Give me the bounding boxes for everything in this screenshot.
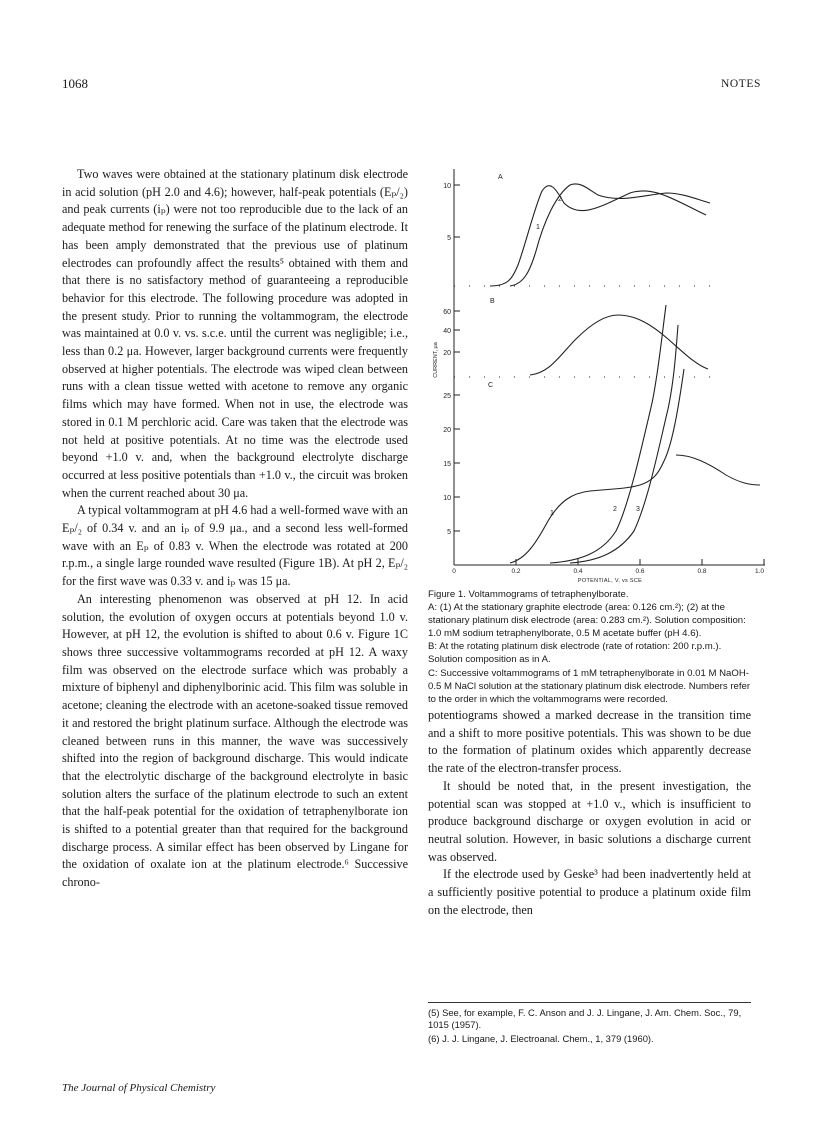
curve-label: 1 xyxy=(550,510,554,517)
footnotes xyxy=(428,1007,753,1046)
y-tick-label: 40 xyxy=(443,328,451,335)
curve-a2 xyxy=(510,184,710,286)
panel-label-a: A xyxy=(498,174,503,181)
y-tick-label: 20 xyxy=(443,350,451,357)
curve-label: 2 xyxy=(558,196,562,203)
x-axis-label: POTENTIAL, V, vs SCE xyxy=(577,578,643,584)
y-tick-label: 10 xyxy=(443,183,451,190)
footnote-rule xyxy=(428,1002,751,1003)
figure-1 xyxy=(430,155,770,585)
y-tick-label: 5 xyxy=(447,235,451,242)
curve-c2 xyxy=(550,305,666,563)
y-tick-label: 60 xyxy=(443,309,451,316)
y-axis-label: CURRENT, μa xyxy=(433,342,439,378)
paragraph: It should be noted that, in the present investigation, the potential scan was stopped at +1.0 v., which is insufficient to produce background discharge or oxygen evolution in acid or neutral solution. However, in basic solutions a discharge current was observed. xyxy=(428,778,751,864)
page-number: 1068 xyxy=(62,76,88,91)
left-column xyxy=(62,166,408,892)
paragraph: potentiograms showed a marked decrease in the transition time and a shift to more positive potentials. This was shown to be due to the formation of platinum oxides which apparently decrease the rate of the electron-transfer process. xyxy=(428,708,751,776)
journal-footer: The Journal of Physical Chemistry xyxy=(62,1082,216,1094)
y-tick-label: 20 xyxy=(443,427,451,434)
paragraph: Two waves were obtained at the stationary platinum disk electrode in acid solution (pH 2.0 and 4.6); however, half-peak potentials (Eₚ/₂) and peak currents (iₚ) were not too reproducible due to the lack of an adequate method for renewing the surface of the platinum electrode. It has been amply demonstrated that the previous use of platinum electrodes can profoundly affect the results⁵ obtained with them and that there is no satisfactory method of guaranteeing a reproducible behavior for this electrode. The following procedure was adopted in the present study. Prior to running the voltammogram, the electrode was maintained at 0.0 v. vs. s.c.e. until the current was negligible; i.e., less than 0.2 μa. However, larger background currents were frequently observed at higher potentials. The electrode was wiped clean between runs with a clean tissue wetted with acetone to remove any organic films which may have formed. When not in use, the electrode was stored in 0.1 M perchloric acid. Care was taken that the electrode was not held at positive potentials. At no time was the electrode used beyond +1.0 v. and, when the background electrolyte discharge occurred at less positive potentials than +1.0 v., the circuit was broken when the current reached about 30 μa. xyxy=(62,167,408,500)
running-head: NOTES xyxy=(720,78,761,90)
x-tick-label: 0.6 xyxy=(635,568,645,575)
curve-c1 xyxy=(510,369,684,563)
y-tick-label: 15 xyxy=(443,461,451,468)
y-tick-label: 10 xyxy=(443,495,451,502)
x-tick-label: 0.8 xyxy=(697,568,707,575)
x-tick-label: 0.4 xyxy=(573,568,583,575)
figure-caption xyxy=(428,588,753,706)
caption-c: C: Successive voltammograms of 1 mM tetraphenylborate in 0.01 M NaOH-0.5 M NaCl solution at the stationary platinum disk electrode. Numbers refer to the order in which the voltammograms were recorded. xyxy=(428,667,751,705)
y-tick-label: 25 xyxy=(443,393,451,400)
panel-label-c: C xyxy=(488,382,494,389)
curve-label: 1 xyxy=(536,224,540,231)
footnote: (6) J. J. Lingane, J. Electroanal. Chem., 1, 379 (1960). xyxy=(428,1032,654,1044)
x-tick-label: 1.0 xyxy=(754,568,764,575)
footnote: (5) See, for example, F. C. Anson and J. J. Lingane, J. Am. Chem. Soc., 79, 1015 (1957). xyxy=(428,1007,742,1031)
curve-a1 xyxy=(490,186,706,286)
paragraph: A typical voltammogram at pH 4.6 had a well-formed wave with an Eₚ/₂ of 0.34 v. and an iₚ of 9.9 μa., and a second less well-formed wave with an Eₚ of 0.83 v. When the electrode was rotated at 200 r.p.m., a single large rounded wave resulted (Figure 1B). At pH 2, Eₚ/₂ for the first wave was 0.33 v. and iₚ was 15 μa. xyxy=(62,503,408,589)
x-tick-label: 0 xyxy=(452,568,456,575)
caption-title: Figure 1. Voltammograms of tetraphenylborate. xyxy=(428,589,629,600)
paragraph: An interesting phenomenon was observed at pH 12. In acid solution, the evolution of oxygen occurs at potentials beyond 1.0 v. However, at pH 12, the evolution is shifted to about 0.6 v. Figure 1C shows three successive voltammograms recorded at pH 12. A waxy film was observed on the electrode surface which was probably a mixture of biphenyl and diphenylborinic acid. This film was soluble in acetone; cleaning the electrode with an acetone-soaked tissue removed it and restored the bright platinum surface. Although the electrode was cleaned between runs in this manner, the wave was successively shifted into the region of background discharge. This would indicate that the electrolytic discharge of the background electrolyte in basic solution alters the surface of the platinum electrode to such an extent that the half-peak potential for the oxidation of tetraphenylborate ion is shifted to a potential greater than that required for the background discharge process. A similar effect has been observed by Lingane for the oxidation of oxalate ion at the platinum electrode.⁶ Successive chrono- xyxy=(62,591,408,890)
curve-c3 xyxy=(570,325,678,563)
curve-b xyxy=(530,315,708,375)
curve-label: 2 xyxy=(613,506,617,513)
panel-label-b: B xyxy=(490,298,495,305)
curve-c-right xyxy=(676,455,760,485)
paragraph: If the electrode used by Geske³ had been inadvertently held at a sufficiently positive potential to produce a platinum oxide film on the electrode, then xyxy=(428,867,751,917)
x-tick-label: 0.2 xyxy=(511,568,521,575)
curve-label: 3 xyxy=(636,506,640,513)
y-tick-label: 5 xyxy=(447,529,451,536)
caption-b: B: At the rotating platinum disk electrode (rate of rotation: 200 r.p.m.). Solution composition as in A. xyxy=(428,641,722,666)
caption-a: A: (1) At the stationary graphite electrode (area: 0.126 cm.²); (2) at the stationary platinum disk electrode (area: 0.283 cm.²). Solution composition: 1.0 mM sodium tetraphenylborate, 0.5 M acetate buffer (pH 4.6). xyxy=(428,602,746,640)
right-column xyxy=(428,707,751,919)
